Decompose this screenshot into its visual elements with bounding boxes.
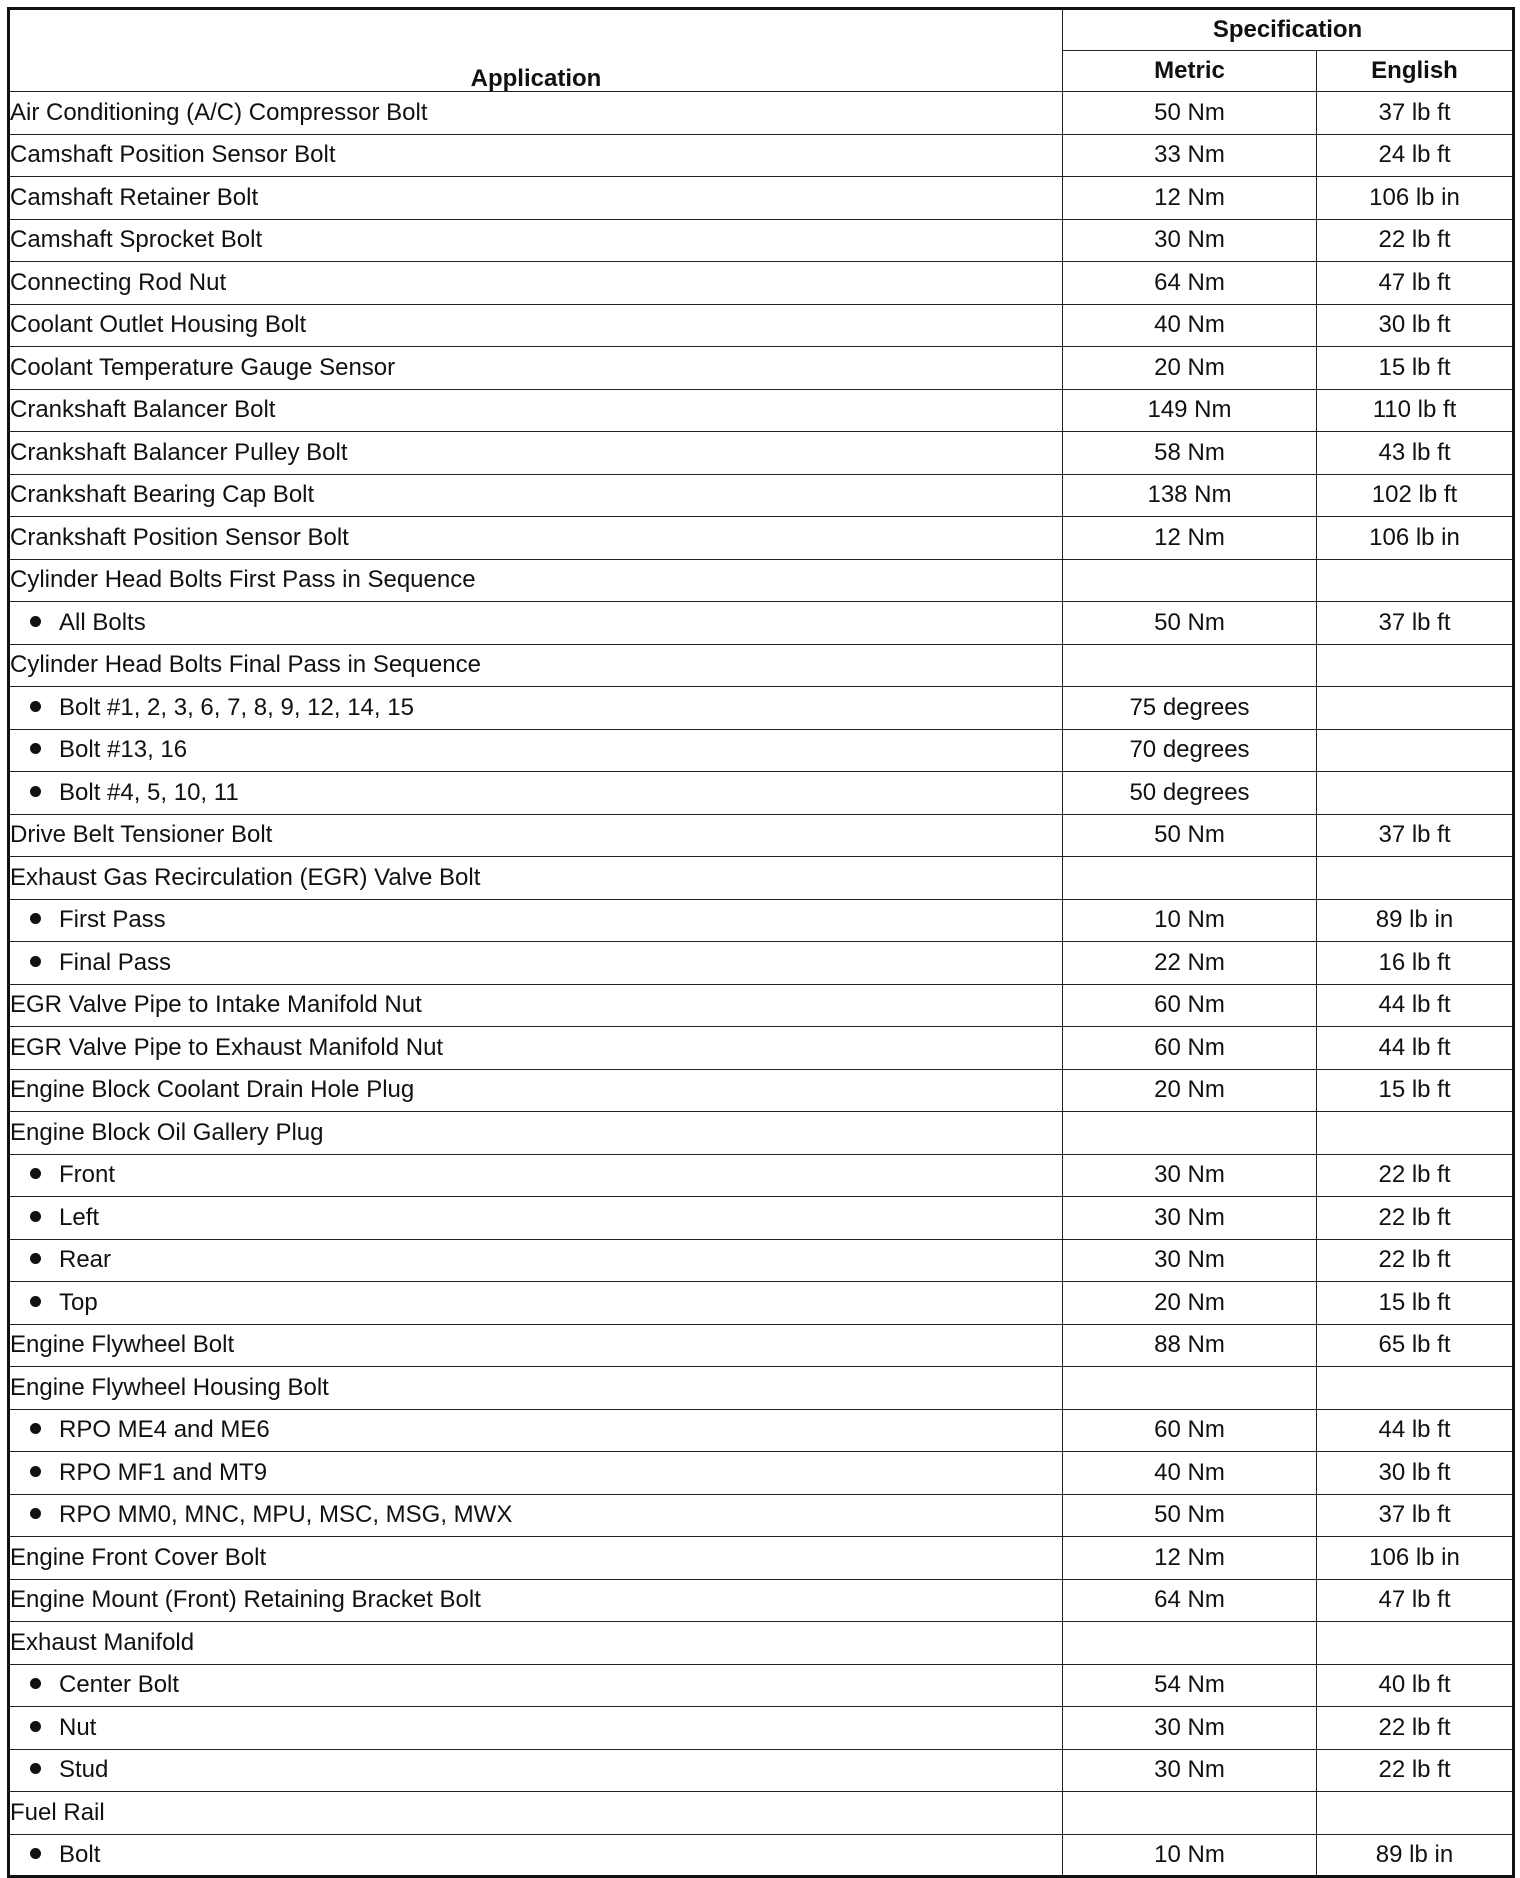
english-cell: 44 lb ft — [1317, 1409, 1514, 1452]
table-row — [9, 602, 1514, 645]
application-label: Camshaft Position Sensor Bolt — [10, 141, 336, 169]
application-label: Stud — [59, 1756, 109, 1784]
table-row — [9, 1494, 1514, 1537]
application-label: Exhaust Manifold — [10, 1628, 195, 1656]
metric-cell: 60 Nm — [1063, 984, 1317, 1027]
english-cell: 106 lb in — [1317, 517, 1514, 560]
english-cell: 15 lb ft — [1317, 347, 1514, 390]
table-row — [9, 304, 1514, 347]
application-label: EGR Valve Pipe to Intake Manifold Nut — [10, 991, 422, 1019]
application-label: Engine Block Coolant Drain Hole Plug — [10, 1076, 415, 1104]
application-cell — [9, 134, 1063, 177]
application-cell — [9, 559, 1063, 602]
application-label: Final Pass — [59, 948, 172, 976]
metric-cell: 40 Nm — [1063, 304, 1317, 347]
english-cell: 37 lb ft — [1317, 1494, 1514, 1537]
application-label: Fuel Rail — [10, 1798, 105, 1826]
application-cell — [9, 772, 1063, 815]
english-cell: 30 lb ft — [1317, 1452, 1514, 1495]
application-label: All Bolts — [59, 608, 146, 636]
metric-cell: 30 Nm — [1063, 219, 1317, 262]
metric-cell: 64 Nm — [1063, 1579, 1317, 1622]
metric-cell: 50 Nm — [1063, 1494, 1317, 1537]
bullet-icon — [30, 956, 41, 967]
english-cell — [1317, 729, 1514, 772]
application-label: Exhaust Gas Recirculation (EGR) Valve Bolt — [10, 863, 481, 891]
metric-cell: 33 Nm — [1063, 134, 1317, 177]
application-label: Drive Belt Tensioner Bolt — [10, 821, 273, 849]
table-row — [9, 134, 1514, 177]
application-cell — [9, 1579, 1063, 1622]
header-application: Application — [9, 9, 1063, 92]
table-row — [9, 262, 1514, 305]
english-cell: 47 lb ft — [1317, 262, 1514, 305]
table-row — [9, 177, 1514, 220]
application-label: Bolt #13, 16 — [59, 736, 188, 764]
header-row-1 — [9, 9, 1514, 51]
application-cell — [9, 1027, 1063, 1070]
english-cell: 22 lb ft — [1317, 1197, 1514, 1240]
english-cell: 37 lb ft — [1317, 92, 1514, 135]
metric-cell: 58 Nm — [1063, 432, 1317, 475]
application-cell — [9, 814, 1063, 857]
metric-cell — [1063, 1622, 1317, 1665]
table-row — [9, 814, 1514, 857]
table-row — [9, 1622, 1514, 1665]
metric-cell: 149 Nm — [1063, 389, 1317, 432]
application-cell — [9, 92, 1063, 135]
english-cell: 102 lb ft — [1317, 474, 1514, 517]
application-label: Crankshaft Balancer Pulley Bolt — [10, 438, 348, 466]
application-cell — [9, 389, 1063, 432]
table-row — [9, 432, 1514, 475]
application-cell — [9, 219, 1063, 262]
english-cell: 40 lb ft — [1317, 1664, 1514, 1707]
metric-cell: 50 Nm — [1063, 602, 1317, 645]
english-cell: 110 lb ft — [1317, 389, 1514, 432]
bullet-icon — [30, 1211, 41, 1222]
application-cell — [9, 1664, 1063, 1707]
application-cell — [9, 857, 1063, 900]
application-cell — [9, 304, 1063, 347]
header-specification: Specification — [1063, 9, 1514, 51]
english-cell: 22 lb ft — [1317, 1707, 1514, 1750]
application-label: Connecting Rod Nut — [10, 268, 227, 296]
bullet-icon — [30, 1253, 41, 1264]
table-row — [9, 899, 1514, 942]
bullet-icon — [30, 1508, 41, 1519]
table-row — [9, 1537, 1514, 1580]
metric-cell: 10 Nm — [1063, 899, 1317, 942]
application-cell — [9, 1749, 1063, 1792]
application-cell — [9, 262, 1063, 305]
metric-cell: 88 Nm — [1063, 1324, 1317, 1367]
table-row — [9, 1367, 1514, 1410]
metric-cell: 54 Nm — [1063, 1664, 1317, 1707]
english-cell: 15 lb ft — [1317, 1282, 1514, 1325]
metric-cell: 20 Nm — [1063, 347, 1317, 390]
metric-cell: 50 degrees — [1063, 772, 1317, 815]
table-row — [9, 772, 1514, 815]
metric-cell: 30 Nm — [1063, 1749, 1317, 1792]
english-cell: 89 lb in — [1317, 899, 1514, 942]
english-cell — [1317, 687, 1514, 730]
application-label: Bolt #4, 5, 10, 11 — [59, 778, 239, 806]
metric-cell: 70 degrees — [1063, 729, 1317, 772]
application-label: Air Conditioning (A/C) Compressor Bolt — [10, 98, 428, 126]
application-cell — [9, 1239, 1063, 1282]
metric-cell: 50 Nm — [1063, 92, 1317, 135]
metric-cell: 40 Nm — [1063, 1452, 1317, 1495]
metric-cell: 60 Nm — [1063, 1409, 1317, 1452]
metric-cell — [1063, 559, 1317, 602]
table-row — [9, 474, 1514, 517]
english-cell — [1317, 772, 1514, 815]
application-cell — [9, 1537, 1063, 1580]
table-row — [9, 1834, 1514, 1877]
table-row — [9, 1197, 1514, 1240]
english-cell: 43 lb ft — [1317, 432, 1514, 475]
application-cell — [9, 177, 1063, 220]
table-row — [9, 1154, 1514, 1197]
application-label: Engine Block Oil Gallery Plug — [10, 1118, 324, 1146]
english-cell: 37 lb ft — [1317, 814, 1514, 857]
application-label: Crankshaft Balancer Bolt — [10, 396, 276, 424]
english-cell — [1317, 559, 1514, 602]
table-row — [9, 389, 1514, 432]
bullet-icon — [30, 1466, 41, 1477]
application-label: Camshaft Retainer Bolt — [10, 183, 259, 211]
metric-cell: 30 Nm — [1063, 1154, 1317, 1197]
table-row — [9, 347, 1514, 390]
header-metric: Metric — [1063, 51, 1317, 92]
table-row — [9, 1112, 1514, 1155]
application-cell — [9, 729, 1063, 772]
application-cell — [9, 517, 1063, 560]
bullet-icon — [30, 701, 41, 712]
application-cell — [9, 474, 1063, 517]
metric-cell: 60 Nm — [1063, 1027, 1317, 1070]
metric-cell: 20 Nm — [1063, 1069, 1317, 1112]
english-cell: 30 lb ft — [1317, 304, 1514, 347]
table-row — [9, 1069, 1514, 1112]
bullet-icon — [30, 1678, 41, 1689]
application-label: Camshaft Sprocket Bolt — [10, 226, 263, 254]
table-row — [9, 857, 1514, 900]
table-row — [9, 1027, 1514, 1070]
application-label: EGR Valve Pipe to Exhaust Manifold Nut — [10, 1033, 444, 1061]
application-cell — [9, 1069, 1063, 1112]
metric-cell: 50 Nm — [1063, 814, 1317, 857]
application-label: Front — [59, 1161, 116, 1189]
metric-cell — [1063, 1792, 1317, 1835]
table-row — [9, 942, 1514, 985]
metric-cell: 30 Nm — [1063, 1197, 1317, 1240]
english-cell: 22 lb ft — [1317, 219, 1514, 262]
application-cell — [9, 1282, 1063, 1325]
application-label: Coolant Outlet Housing Bolt — [10, 311, 307, 339]
table-row — [9, 687, 1514, 730]
application-cell — [9, 899, 1063, 942]
english-cell: 44 lb ft — [1317, 984, 1514, 1027]
table-row — [9, 1324, 1514, 1367]
application-label: Crankshaft Bearing Cap Bolt — [10, 481, 315, 509]
metric-cell: 10 Nm — [1063, 1834, 1317, 1877]
table-row — [9, 1792, 1514, 1835]
metric-cell: 30 Nm — [1063, 1707, 1317, 1750]
application-label: Rear — [59, 1246, 112, 1274]
application-cell — [9, 687, 1063, 730]
bullet-icon — [30, 786, 41, 797]
english-cell: 24 lb ft — [1317, 134, 1514, 177]
metric-cell: 12 Nm — [1063, 177, 1317, 220]
english-cell: 22 lb ft — [1317, 1239, 1514, 1282]
metric-cell: 64 Nm — [1063, 262, 1317, 305]
bullet-icon — [30, 616, 41, 627]
table-body — [9, 92, 1514, 1877]
application-label: Bolt — [59, 1840, 101, 1868]
bullet-icon — [30, 1848, 41, 1859]
application-cell — [9, 1324, 1063, 1367]
english-cell: 106 lb in — [1317, 1537, 1514, 1580]
application-cell — [9, 1197, 1063, 1240]
application-label: Cylinder Head Bolts First Pass in Sequence — [10, 566, 476, 594]
bullet-icon — [30, 1763, 41, 1774]
english-cell: 22 lb ft — [1317, 1154, 1514, 1197]
table-row — [9, 644, 1514, 687]
application-cell — [9, 1834, 1063, 1877]
application-cell — [9, 942, 1063, 985]
application-label: First Pass — [59, 906, 166, 934]
metric-cell — [1063, 857, 1317, 900]
metric-cell: 20 Nm — [1063, 1282, 1317, 1325]
table-row — [9, 1664, 1514, 1707]
application-cell — [9, 984, 1063, 1027]
table-row — [9, 1749, 1514, 1792]
application-cell — [9, 1707, 1063, 1750]
table-row — [9, 1239, 1514, 1282]
english-cell: 37 lb ft — [1317, 602, 1514, 645]
bullet-icon — [30, 1721, 41, 1732]
english-cell — [1317, 1792, 1514, 1835]
application-cell — [9, 1154, 1063, 1197]
application-label: Crankshaft Position Sensor Bolt — [10, 523, 349, 551]
metric-cell: 12 Nm — [1063, 517, 1317, 560]
table-row — [9, 1579, 1514, 1622]
application-label: Bolt #1, 2, 3, 6, 7, 8, 9, 12, 14, 15 — [59, 693, 414, 721]
english-cell: 47 lb ft — [1317, 1579, 1514, 1622]
bullet-icon — [30, 1168, 41, 1179]
header-english: English — [1317, 51, 1514, 92]
table-row — [9, 1282, 1514, 1325]
application-cell — [9, 602, 1063, 645]
metric-cell — [1063, 644, 1317, 687]
application-label: Left — [59, 1203, 100, 1231]
application-cell — [9, 1409, 1063, 1452]
bullet-icon — [30, 743, 41, 754]
english-cell: 106 lb in — [1317, 177, 1514, 220]
english-cell — [1317, 1622, 1514, 1665]
application-label: Engine Flywheel Housing Bolt — [10, 1373, 329, 1401]
application-label: RPO MM0, MNC, MPU, MSC, MSG, MWX — [59, 1501, 513, 1529]
english-cell: 89 lb in — [1317, 1834, 1514, 1877]
torque-spec-table — [7, 7, 1515, 1878]
bullet-icon — [30, 913, 41, 924]
bullet-icon — [30, 1296, 41, 1307]
application-cell — [9, 1622, 1063, 1665]
bullet-icon — [30, 1423, 41, 1434]
english-cell — [1317, 857, 1514, 900]
application-cell — [9, 347, 1063, 390]
table-row — [9, 559, 1514, 602]
application-label: Nut — [59, 1713, 97, 1741]
metric-cell: 12 Nm — [1063, 1537, 1317, 1580]
english-cell: 44 lb ft — [1317, 1027, 1514, 1070]
metric-cell — [1063, 1112, 1317, 1155]
english-cell — [1317, 1112, 1514, 1155]
application-label: Engine Flywheel Bolt — [10, 1331, 235, 1359]
application-label: Engine Front Cover Bolt — [10, 1543, 267, 1571]
metric-cell — [1063, 1367, 1317, 1410]
application-cell — [9, 1494, 1063, 1537]
table-row — [9, 1707, 1514, 1750]
application-label: Center Bolt — [59, 1671, 180, 1699]
application-label: Top — [59, 1288, 98, 1316]
application-label: RPO MF1 and MT9 — [59, 1458, 268, 1486]
application-label: Engine Mount (Front) Retaining Bracket Bolt — [10, 1586, 481, 1614]
application-cell — [9, 1792, 1063, 1835]
english-cell: 22 lb ft — [1317, 1749, 1514, 1792]
table-row — [9, 219, 1514, 262]
table-row — [9, 729, 1514, 772]
metric-cell: 75 degrees — [1063, 687, 1317, 730]
application-label: RPO ME4 and ME6 — [59, 1416, 270, 1444]
application-label: Cylinder Head Bolts Final Pass in Sequence — [10, 651, 481, 679]
application-cell — [9, 1452, 1063, 1495]
table-row — [9, 984, 1514, 1027]
english-cell: 65 lb ft — [1317, 1324, 1514, 1367]
application-cell — [9, 1367, 1063, 1410]
table-row — [9, 1452, 1514, 1495]
table-row — [9, 1409, 1514, 1452]
english-cell: 15 lb ft — [1317, 1069, 1514, 1112]
english-cell — [1317, 1367, 1514, 1410]
application-cell — [9, 432, 1063, 475]
metric-cell: 138 Nm — [1063, 474, 1317, 517]
table-row — [9, 92, 1514, 135]
english-cell — [1317, 644, 1514, 687]
metric-cell: 22 Nm — [1063, 942, 1317, 985]
metric-cell: 30 Nm — [1063, 1239, 1317, 1282]
english-cell: 16 lb ft — [1317, 942, 1514, 985]
application-cell — [9, 644, 1063, 687]
application-cell — [9, 1112, 1063, 1155]
table-row — [9, 517, 1514, 560]
application-label: Coolant Temperature Gauge Sensor — [10, 353, 396, 381]
